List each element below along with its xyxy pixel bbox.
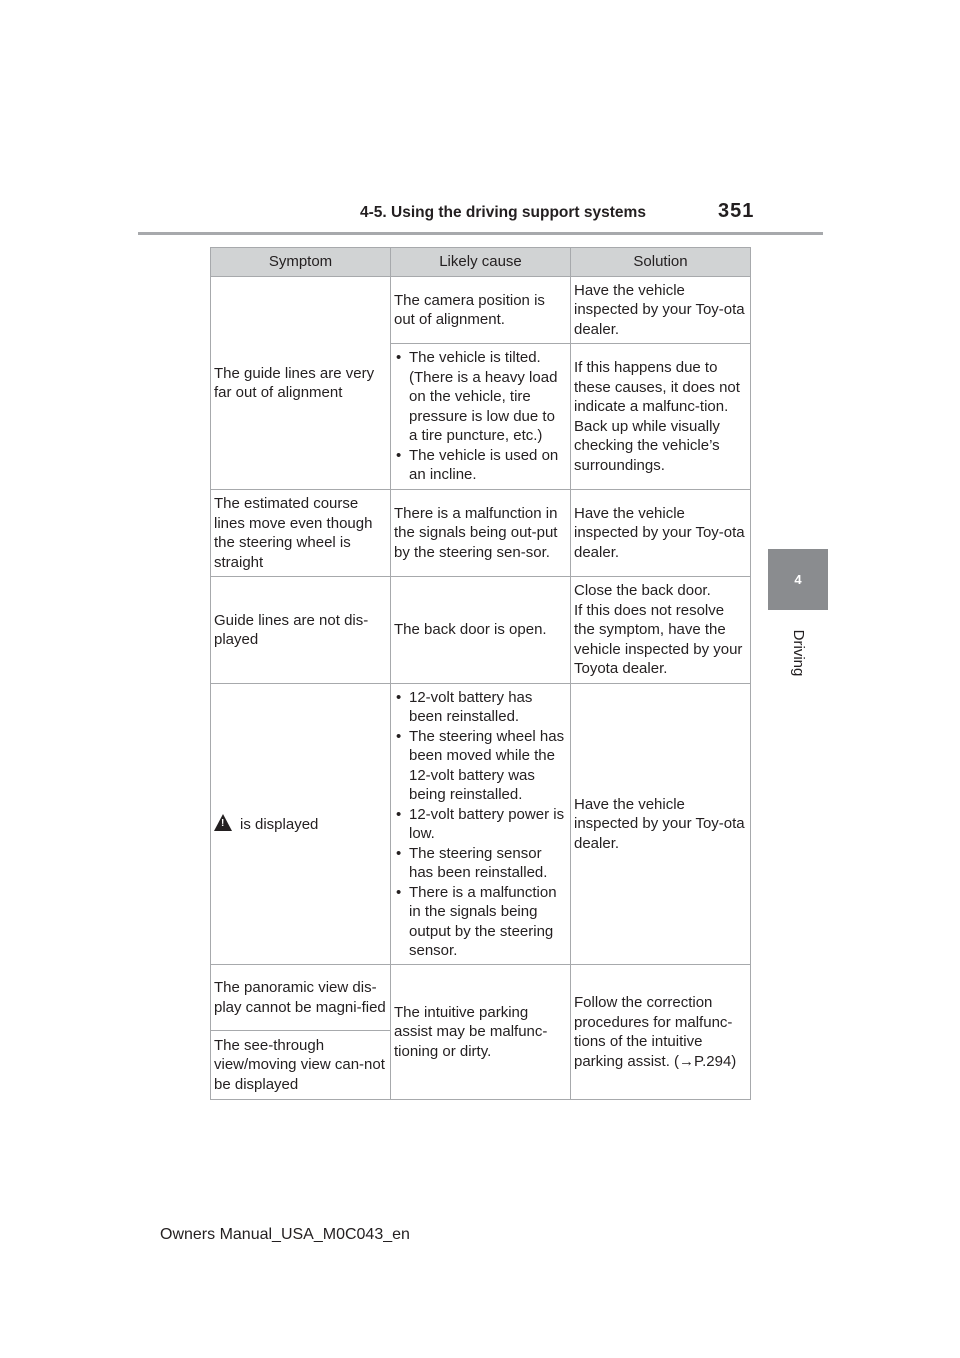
cause-cell [391,684,571,965]
section-title: 4-5. Using the driving support systems [360,204,646,221]
cause-bullet: • The steering sensor has been reinstalled. [394,844,567,883]
cause-bullet: • There is a malfunction in the signals being output by the steering sensor. [394,883,567,961]
table-row [211,965,751,1031]
table-header-row [211,248,751,277]
column-header: Likely cause [391,248,571,277]
table-row [211,577,751,684]
solution-text: Close the back door. [574,582,711,600]
column-header: Solution [571,248,751,277]
symptom-cell: The see-through view/moving view can-not be displayed [211,1031,391,1100]
symptom-cell: Guide lines are not dis-played [211,577,391,684]
solution-cell [571,577,751,684]
table-row [211,684,751,965]
solution-cell [571,344,751,490]
chapter-label: Driving [790,629,807,677]
symptom-cell [211,684,391,965]
cause-cell: The intuitive parking assist may be malfunc-tioning or dirty. [391,965,571,1100]
cause-cell: There is a malfunction in the signals being out-put by the steering sen-sor. [391,490,571,577]
header-rule [138,232,823,235]
cause-bullet: • The steering wheel has been moved while the 12-volt battery was being reinstalled. [394,727,567,805]
column-header: Symptom [211,248,391,277]
cause-cell [391,344,571,490]
chapter-tab: 4 [768,549,828,610]
solution-cell: Have the vehicle inspected by your Toy-ota dealer. [571,490,751,577]
cause-cell: The back door is open. [391,577,571,684]
solution-text: Back up while visually checking the vehicle’s surroundings. [574,417,720,474]
symptom-cell: The guide lines are very far out of alignment [211,277,391,490]
solution-text: If this happens due to these causes, it does not indicate a malfunc-tion. [574,359,740,415]
warning-triangle-icon [214,814,232,831]
symptom-cell: The panoramic view dis-play cannot be magni-fied [211,965,391,1031]
footer-doc-id: Owners Manual_USA_M0C043_en [160,1226,410,1243]
symptom-text: is displayed [240,815,319,833]
troubleshooting-table [210,247,751,1100]
symptom-cell: The estimated course lines move even though the steering wheel is straight [211,490,391,577]
solution-cell: Follow the correction procedures for malfunc-tions of the intuitive parking assist. (→P.294) [571,965,751,1100]
cause-bullet: • The vehicle is used on an incline. [394,446,567,485]
table-row [211,277,751,344]
cause-bullet: • 12-volt battery power is low. [394,805,567,844]
cause-cell: The camera position is out of alignment. [391,277,571,344]
solution-text: If this does not resolve the symptom, have the vehicle inspected by your Toyota dealer. [574,601,743,678]
solution-cell: Have the vehicle inspected by your Toy-ota dealer. [571,277,751,344]
cause-bullet: • 12-volt battery has been reinstalled. [394,688,567,727]
table-row [211,490,751,577]
cause-bullet: • The vehicle is tilted. (There is a heavy load on the vehicle, tire pressure is low due to a tire puncture, etc.) [394,348,567,446]
solution-cell: Have the vehicle inspected by your Toy-ota dealer. [571,684,751,965]
page-number: 351 [718,200,755,222]
